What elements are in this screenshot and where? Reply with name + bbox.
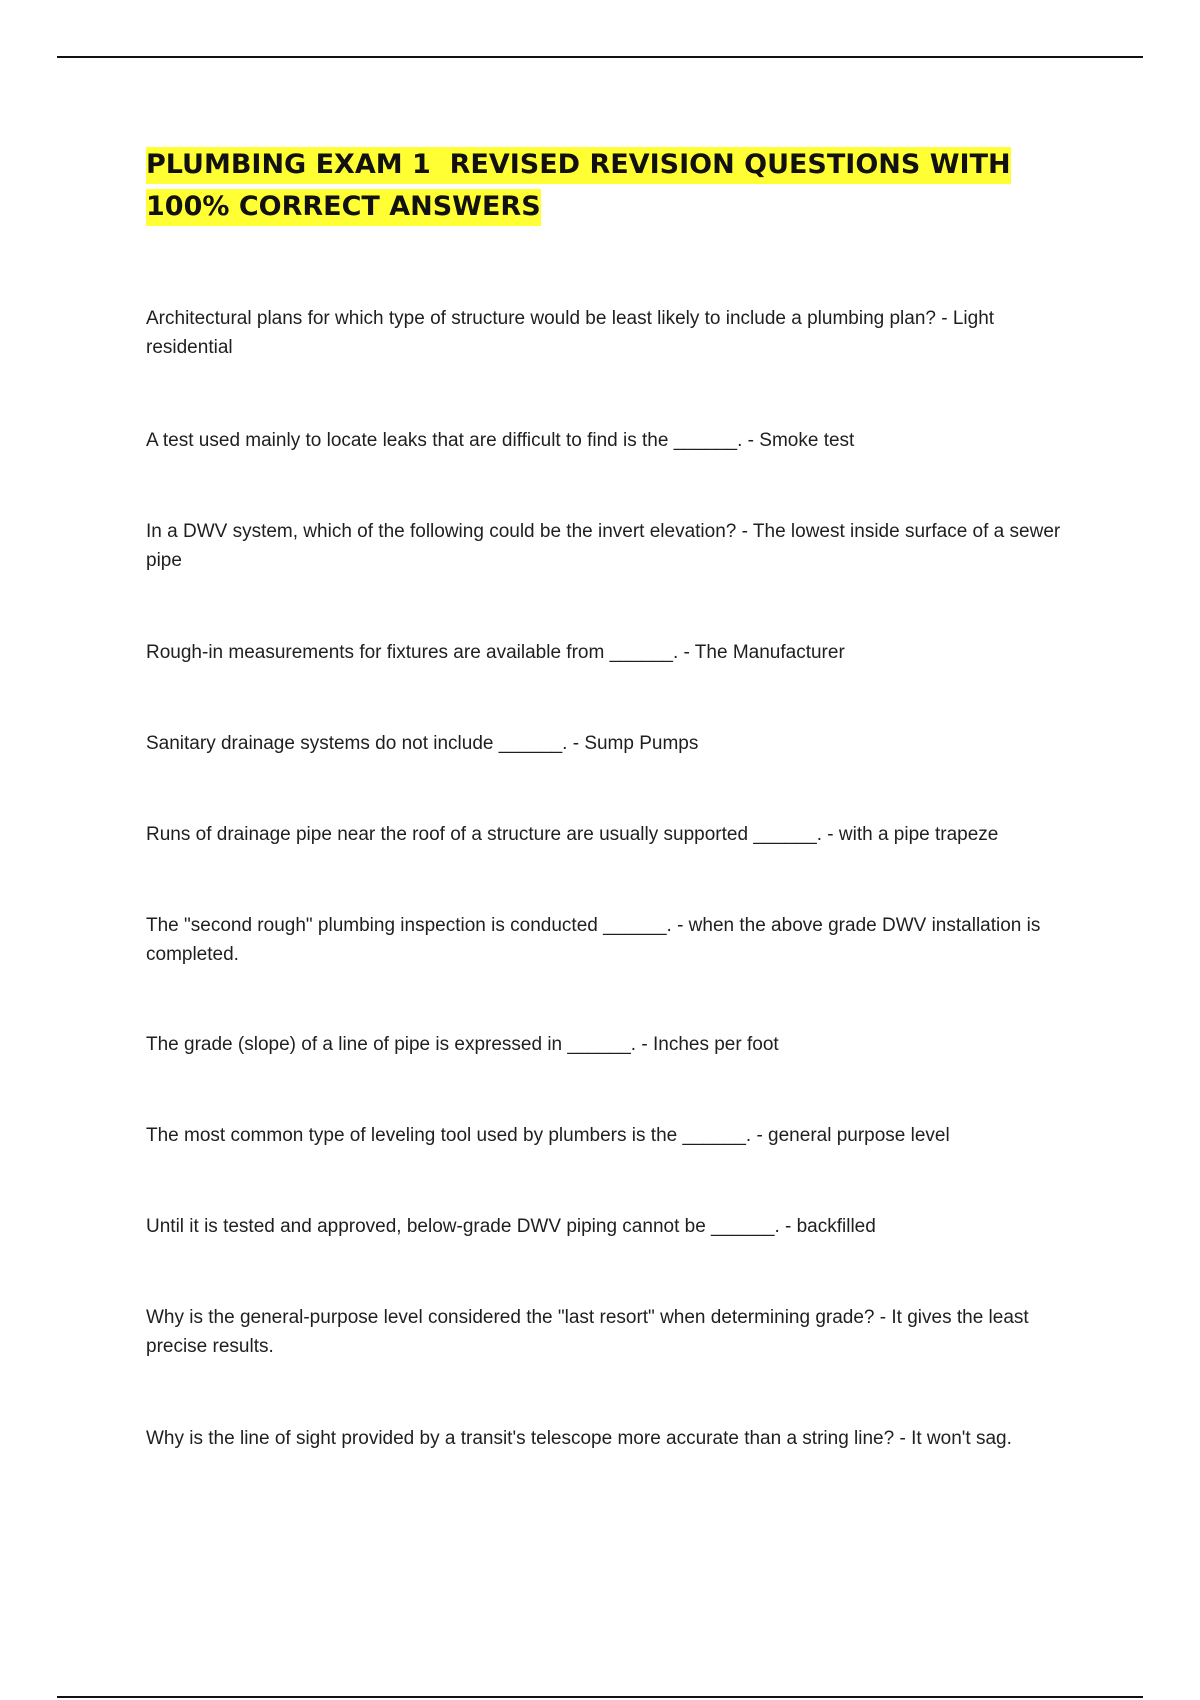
qa-item-5: Sanitary drainage systems do not include ______. - Sump Pumps [146,733,699,754]
qa-item-2: A test used mainly to locate leaks that are difficult to find is the ______. - Smoke test [146,430,855,451]
title-line-1: PLUMBING EXAM 1 REVISED REVISION QUESTIONS WITH [146,147,1011,184]
title-line-2: 100% CORRECT ANSWERS [146,189,541,226]
qa-item-9: The most common type of leveling tool used by plumbers is the ______. - general purpose level [146,1125,950,1146]
qa-item-8: The grade (slope) of a line of pipe is expressed in ______. - Inches per foot [146,1034,779,1055]
footer-rule [57,1696,1143,1698]
document-title [146,144,1066,228]
qa-item-4: Rough-in measurements for fixtures are available from ______. - The Manufacturer [146,642,845,663]
qa-item-10: Until it is tested and approved, below-grade DWV piping cannot be ______. - backfilled [146,1216,876,1237]
qa-item-3: In a DWV system, which of the following could be the invert elevation? - The lowest inside surface of a sewer pipe [146,521,1061,571]
qa-item-6: Runs of drainage pipe near the roof of a structure are usually supported ______. - with a pipe trapeze [146,824,999,845]
qa-item-11: Why is the general-purpose level considered the "last resort" when determining grade? - It gives the least precise results. [146,1307,1029,1357]
qa-item-12: Why is the line of sight provided by a transit's telescope more accurate than a string line? - It won't sag. [146,1428,1012,1449]
header-rule [57,56,1143,58]
qa-item-1: Architectural plans for which type of structure would be least likely to include a plumbing plan? - Light residential [146,308,995,358]
qa-item-7: The "second rough" plumbing inspection is conducted ______. - when the above grade DWV installation is completed. [146,915,1041,965]
